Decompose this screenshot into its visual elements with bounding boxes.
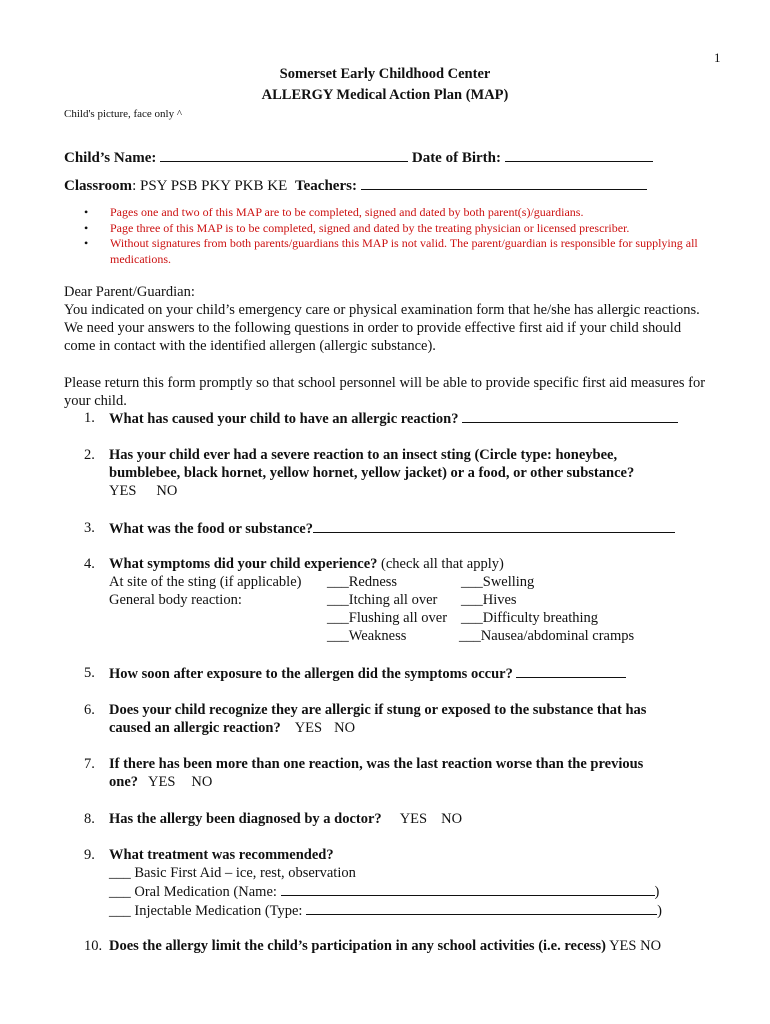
close-paren: ) (654, 884, 660, 900)
yes-option[interactable]: YES (294, 720, 323, 736)
general-label: General body reaction: (109, 592, 242, 608)
question-number: 9. (84, 847, 95, 863)
oral-medication-field[interactable] (281, 882, 655, 896)
org-name: Somerset Early Childhood Center (279, 66, 491, 82)
yes-option[interactable]: YES (609, 938, 637, 954)
question-number: 7. (84, 756, 95, 772)
no-option[interactable]: NO (640, 938, 662, 954)
notice-item: • Pages one and two of this MAP are to be completed, signed and dated by both parent(s)/guardians. (84, 205, 724, 221)
page-number: 1 (714, 50, 721, 65)
question-hint: (check all that apply) (381, 556, 504, 572)
question-number: 4. (84, 556, 95, 572)
question-number: 8. (84, 811, 95, 827)
answer-field[interactable] (313, 519, 675, 533)
symptom-weakness[interactable]: ___Weakness (327, 628, 407, 644)
question-text-cont: bumblebee, black hornet, yellow hornet, yellow jacket) or a food, or other substance? (109, 465, 635, 481)
question-text: How soon after exposure to the allergen did the symptoms occur? (109, 666, 513, 682)
yes-option[interactable]: YES (399, 811, 428, 827)
symptom-hives[interactable]: ___Hives (461, 592, 517, 608)
injectable-medication-field[interactable] (306, 901, 657, 915)
close-paren: ) (657, 903, 662, 919)
teachers-field[interactable] (361, 176, 647, 190)
treatment-injectable-medication[interactable]: ___ Injectable Medication (Type: (109, 903, 303, 919)
answer-field[interactable] (516, 664, 626, 678)
question-number: 5. (84, 665, 95, 681)
question-text: What symptoms did your child experience? (109, 556, 378, 572)
no-option[interactable]: NO (156, 483, 178, 499)
answer-field[interactable] (462, 409, 678, 423)
notices-list (84, 205, 724, 267)
form-title: ALLERGY Medical Action Plan (MAP) (261, 87, 509, 103)
question-number: 2. (84, 447, 95, 463)
yes-option[interactable]: YES (109, 483, 137, 499)
symptom-redness[interactable]: ___Redness (327, 574, 398, 590)
letter-return-note: Please return this form promptly so that school personnel will be able to provide specific first aid measures for your child. (64, 375, 706, 409)
question-text: What has caused your child to have an allergic reaction? (109, 411, 459, 427)
classroom-label: Classroom (64, 178, 133, 194)
site-label: At site of the sting (if applicable) (109, 574, 302, 590)
question-text: What treatment was recommended? (109, 847, 334, 863)
symptom-flushing[interactable]: ___Flushing all over (327, 610, 448, 626)
symptom-swelling[interactable]: ___Swelling (461, 574, 535, 590)
question-text: Does the allergy limit the child’s participation in any school activities (i.e. recess) (109, 938, 606, 954)
symptom-breathing[interactable]: ___Difficulty breathing (461, 610, 599, 626)
no-option[interactable]: NO (334, 720, 356, 736)
question-number: 6. (84, 702, 95, 718)
question-number: 3. (84, 520, 95, 536)
question-text: Has the allergy been diagnosed by a doctor? (109, 811, 382, 827)
letter-intro: You indicated on your child’s emergency care or physical examination form that he/she has allergic reactions. We need your answers to the following questions in order to provide effective first aid if your child should come in contact with the identified allergen (allergic substance). (64, 302, 700, 354)
symptom-nausea[interactable]: ___Nausea/abdominal cramps (459, 628, 635, 644)
childs-name-field[interactable] (160, 148, 408, 162)
dob-label: Date of Birth: (411, 150, 502, 166)
notice-item: • Without signatures from both parents/guardians this MAP is not valid. The parent/guardian is responsible for supplying all medications. (84, 236, 724, 267)
no-option[interactable]: NO (441, 811, 463, 827)
notice-item: • Page three of this MAP is to be completed, signed and dated by the treating physician or licensed prescriber. (84, 221, 724, 237)
teachers-label: Teachers: (295, 178, 357, 194)
question-text: If there has been more than one reaction, was the last reaction worse than the previous (109, 756, 644, 772)
question-text: Has your child ever had a severe reaction to an insect sting (Circle type: honeybee, (109, 447, 618, 463)
picture-note: Child's picture, face only ^ (64, 108, 183, 120)
childs-name-label: Child’s Name: (64, 150, 157, 166)
question-text: What was the food or substance? (109, 521, 313, 537)
treatment-basic-first-aid[interactable]: ___ Basic First Aid – ice, rest, observation (109, 865, 356, 881)
symptom-itching[interactable]: ___Itching all over (327, 592, 438, 608)
classroom-row (64, 176, 647, 195)
question-text-cont: caused an allergic reaction? (109, 720, 281, 736)
no-option[interactable]: NO (191, 774, 213, 790)
dob-field[interactable] (505, 148, 653, 162)
name-dob-row (64, 148, 653, 167)
classroom-options: : PSY PSB PKY PKB KE (132, 178, 288, 194)
question-number: 10. (84, 938, 103, 954)
question-number: 1. (84, 410, 95, 426)
treatment-oral-medication[interactable]: ___ Oral Medication (Name: (109, 884, 277, 900)
question-text: Does your child recognize they are allergic if stung or exposed to the substance that has (109, 702, 647, 718)
letter-greeting: Dear Parent/Guardian: (64, 284, 195, 300)
yes-option[interactable]: YES (148, 774, 176, 790)
question-text-cont: one? (109, 774, 138, 790)
